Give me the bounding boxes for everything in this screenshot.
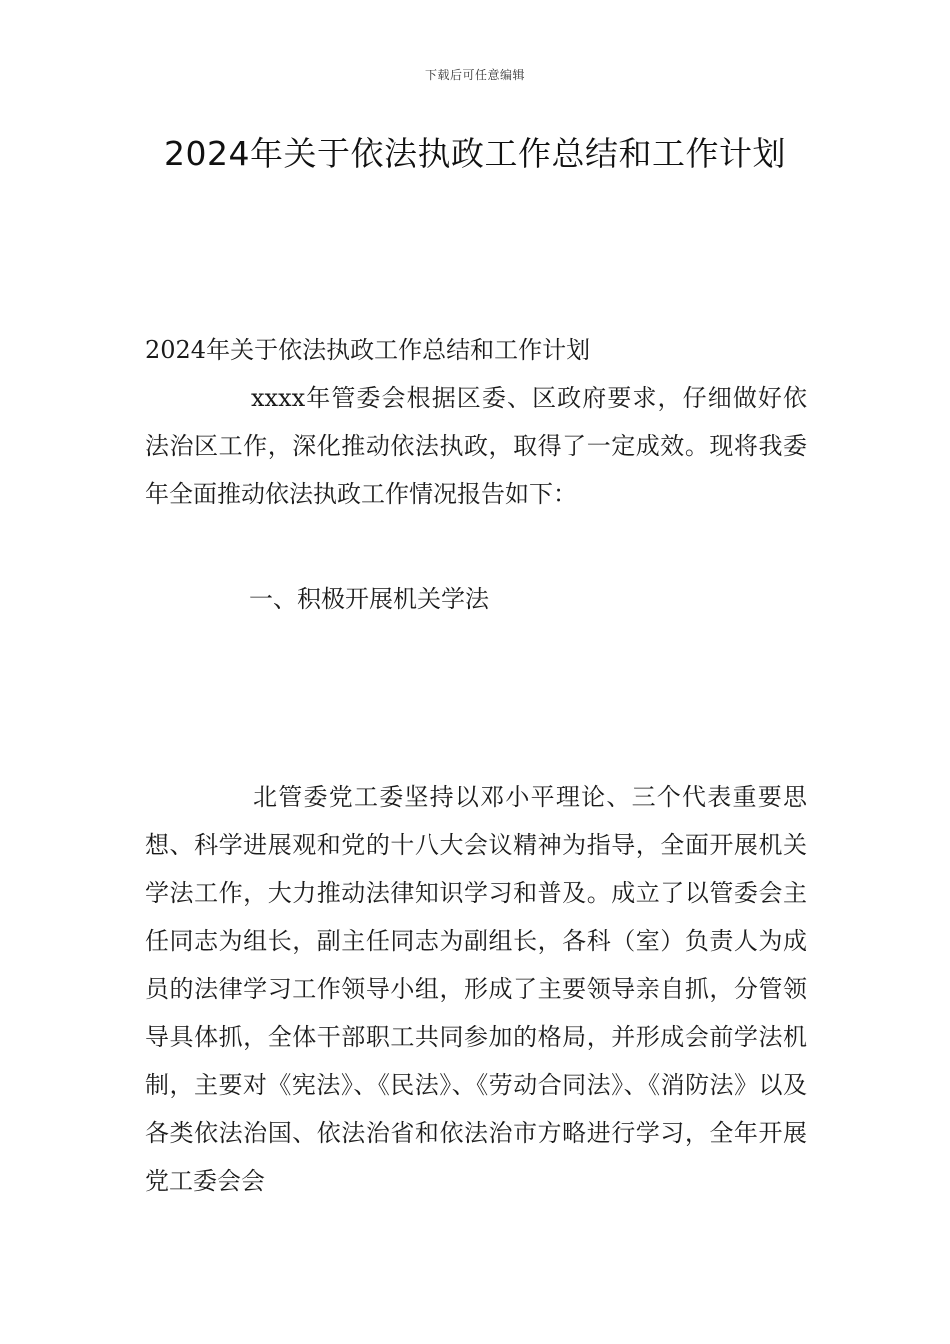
document-title: 2024年关于依法执政工作总结和工作计划: [164, 134, 786, 173]
page-header-note: 下载后可任意编辑: [424, 68, 525, 82]
section-heading: 一、积极开展机关学法: [249, 585, 489, 613]
document-subtitle: 2024年关于依法执政工作总结和工作计划: [145, 336, 591, 364]
intro-paragraph: xxxx年管委会根据区委、区政府要求，仔细做好依法治区工作，深化推动依法执政，取得了一定成效。现将我委年全面推动依法执政工作情况报告如下：: [145, 384, 807, 508]
section-body-paragraph: 北管委党工委坚持以邓小平理论、三个代表重要思想、科学进展观和党的十八大会议精神为指导，全面开展机关学法工作，大力推动法律知识学习和普及。成立了以管委会主任同志为组长，副主任同志为副组长，各科（室）负责人为成员的法律学习工作领导小组，形成了主要领导亲自抓，分管领导具体抓，全体干部职工共同参加的格局，并形成会前学法机制，主要对《宪法》、《民法》、《劳动合同法》、《消防法》以及各类依法治国、依法治省和依法治市方略进行学习，全年开展党工委会会: [145, 783, 807, 1195]
